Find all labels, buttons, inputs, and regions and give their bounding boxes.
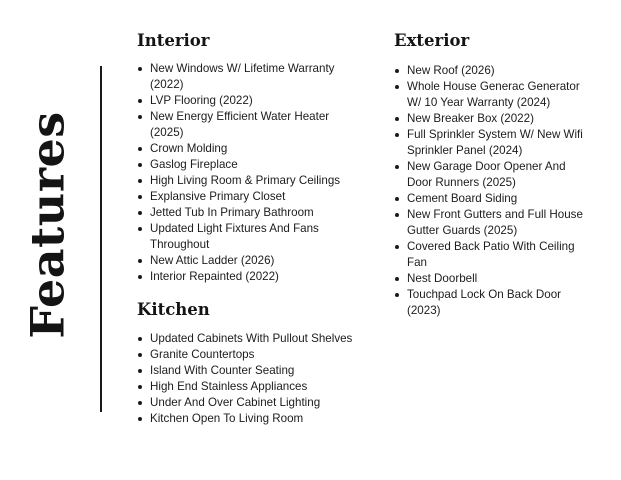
vertical-divider [100, 66, 102, 412]
kitchen-heading: Kitchen [137, 300, 210, 319]
exterior-item: New Front Gutters and Full House Gutter Guards (2025) [394, 207, 586, 239]
interior-item: New Attic Ladder (2026) [137, 253, 365, 269]
kitchen-item: Island With Counter Seating [137, 363, 377, 379]
kitchen-item: Under And Over Cabinet Lighting [137, 395, 377, 411]
interior-item: Crown Molding [137, 141, 365, 157]
exterior-item: Whole House Generac Generator W/ 10 Year Warranty (2024) [394, 79, 586, 111]
kitchen-item: Granite Countertops [137, 347, 377, 363]
kitchen-item: Updated Cabinets With Pullout Shelves [137, 331, 377, 347]
kitchen-section [137, 300, 377, 427]
interior-item: Explansive Primary Closet [137, 189, 365, 205]
interior-item: New Energy Efficient Water Heater (2025) [137, 109, 365, 141]
exterior-item: Touchpad Lock On Back Door (2023) [394, 287, 586, 319]
exterior-item: New Garage Door Opener And Door Runners (2025) [394, 159, 586, 191]
interior-section [137, 31, 365, 285]
interior-heading: Interior [137, 31, 210, 50]
features-title-text: Features [21, 111, 75, 339]
exterior-item: Full Sprinkler System W/ New Wifi Sprinkler Panel (2024) [394, 127, 586, 159]
interior-list [137, 61, 365, 285]
interior-item: Gaslog Fireplace [137, 157, 365, 173]
interior-item: LVP Flooring (2022) [137, 93, 365, 109]
kitchen-item: Kitchen Open To Living Room [137, 411, 377, 427]
interior-item: Jetted Tub In Primary Bathroom [137, 205, 365, 221]
exterior-list [394, 63, 586, 319]
interior-item: Updated Light Fixtures And Fans Throughout [137, 221, 365, 253]
exterior-item: New Breaker Box (2022) [394, 111, 586, 127]
features-title [21, 111, 75, 339]
kitchen-list [137, 331, 377, 427]
interior-item: Interior Repainted (2022) [137, 269, 365, 285]
exterior-heading: Exterior [394, 31, 470, 50]
exterior-item: Covered Back Patio With Ceiling Fan [394, 239, 586, 271]
exterior-section [394, 31, 586, 319]
exterior-item: Cement Board Siding [394, 191, 586, 207]
exterior-item: New Roof (2026) [394, 63, 586, 79]
interior-item: New Windows W/ Lifetime Warranty (2022) [137, 61, 365, 93]
exterior-item: Nest Doorbell [394, 271, 586, 287]
kitchen-item: High End Stainless Appliances [137, 379, 377, 395]
interior-item: High Living Room & Primary Ceilings [137, 173, 365, 189]
